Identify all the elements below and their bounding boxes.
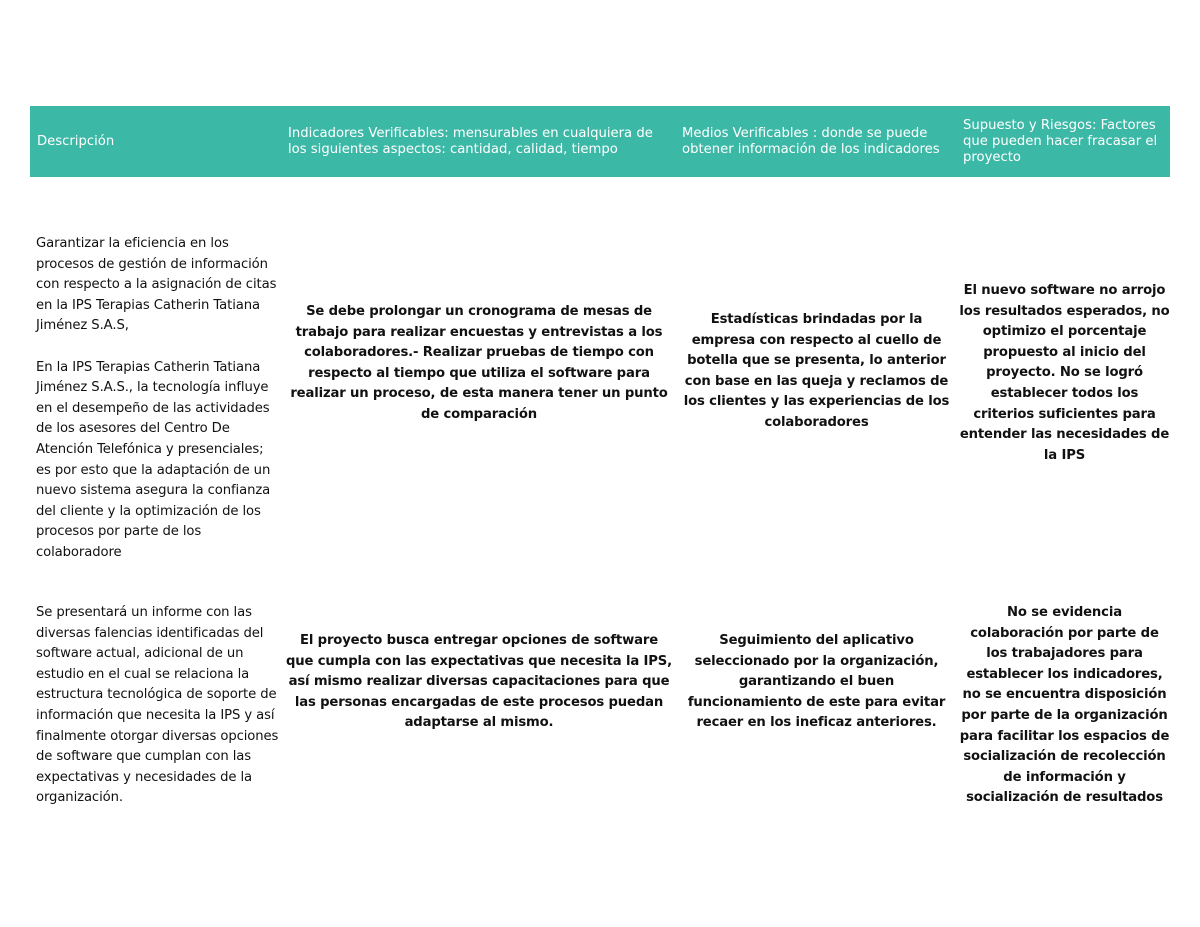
descripcion-paragraph: Se presentará un informe con las diversas falencias identificadas del software actual, adicional de un estudio en el cual se relaciona la estructura tecnológica de soporte de información que necesita la IPS y así finalmente otorgar diversas opciones de software que cumplan con las expectativas y necesidades de la organización.	[36, 605, 279, 806]
cell-medios	[676, 232, 957, 572]
header-medios: Medios Verificables : donde se puede obtener información de los indicadores	[682, 125, 940, 157]
descripcion-paragraph: Garantizar la eficiencia en los procesos de gestión de información con respecto a la asignación de citas en la IPS Terapias Catherin Tatiana Jiménez S.A.S,	[36, 236, 277, 334]
header-indicadores: Indicadores Verificables: mensurables en cualquiera de los siguientes aspectos: cantidad, calidad, tiempo	[288, 125, 653, 157]
descripcion-paragraph: En la IPS Terapias Catherin Tatiana Jiménez S.A.S., la tecnología influye en el desempeño de las actividades de los asesores del Centro De Atención Telefónica y presenciales; es por esto que la adaptación de un nuevo sistema asegura la confianza del cliente y la optimización de los procesos por parte de los colaboradore	[36, 359, 271, 560]
supuestos-text: No se evidencia colaboración por parte de los trabajadores para establecer los indicadores, no se encuentra disposición por parte de la organización para facilitar los espacios de socialización de recolección de información y socialización de resultados	[959, 605, 1170, 806]
cell-medios	[676, 603, 957, 823]
cell-supuestos	[957, 232, 1170, 572]
medios-text: Estadísticas brindadas por la empresa con respecto al cuello de botella que se presenta, lo anterior con base en las queja y reclamos de los clientes y las experiencias de los colaboradores	[683, 312, 950, 430]
cell-descripcion	[30, 232, 282, 572]
table-row	[30, 232, 1170, 572]
cell-indicadores	[282, 232, 676, 572]
indicadores-text: Se debe prolongar un cronograma de mesas de trabajo para realizar encuestas y entrevistas a los colaboradores.- Realizar pruebas de tiempo con respecto al tiempo que utiliza el software para realizar un proceso, de esta manera tener un punto de comparación	[290, 304, 668, 422]
medios-text: Seguimiento del aplicativo seleccionado por la organización, garantizando el buen funcionamiento de este para evitar recaer en los ineficaz anteriores.	[687, 633, 946, 731]
cell-indicadores	[282, 603, 676, 823]
header-descripcion: Descripción	[37, 133, 115, 149]
header-supuestos: Supuesto y Riesgos: Factores que pueden hacer fracasar el proyecto	[963, 117, 1158, 165]
cell-descripcion	[30, 603, 282, 823]
table-row	[30, 603, 1170, 823]
cell-supuestos	[957, 603, 1170, 823]
indicadores-text: El proyecto busca entregar opciones de software que cumpla con las expectativas que necesita la IPS, así mismo realizar diversas capacitaciones para que las personas encargadas de este procesos puedan adaptarse al mismo.	[286, 633, 673, 731]
logframe-table	[30, 106, 1170, 806]
table-header	[30, 106, 1170, 177]
supuestos-text: El nuevo software no arrojo los resultados esperados, no optimizo el porcentaje propuesto al inicio del proyecto. No se logró establecer todos los criterios suficientes para entender las necesidades de la IPS	[959, 283, 1170, 463]
